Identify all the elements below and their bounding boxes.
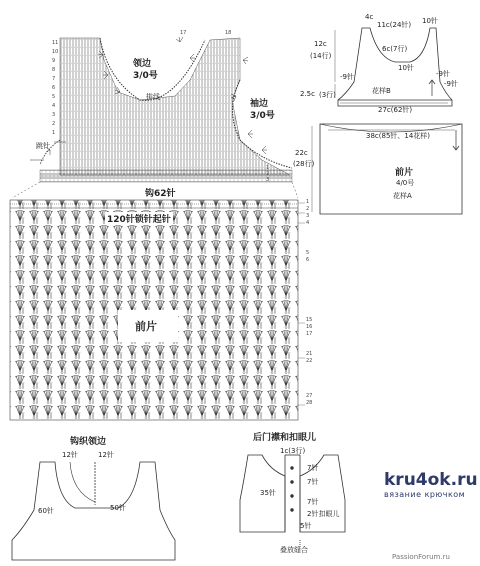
watermark-site: kru4ok.ru — [384, 470, 478, 490]
row-number: 1 — [266, 165, 270, 171]
row-number: 22 — [306, 358, 313, 364]
row-number: 3 — [266, 177, 270, 183]
collar-hook-label: 3/0号 — [133, 71, 158, 81]
buttonhole-label: 2针扣眼儿 — [307, 510, 340, 518]
row-number: 4 — [306, 220, 310, 226]
watermark — [384, 470, 478, 499]
back-placket-title: 后门襟和扣眼儿 — [253, 433, 317, 443]
placket-bottom-label: 叠放缝合 — [280, 546, 308, 554]
main-row-numbers — [306, 199, 312, 407]
row-number: 28 — [306, 400, 313, 406]
row-label: 排线 — [146, 93, 160, 101]
watermark-subtitle: вязание крючком — [384, 490, 466, 499]
placket-top-dim: 1c(3行) — [280, 447, 306, 455]
row-number: 16 — [306, 324, 313, 330]
placket-sts: 5针 — [300, 522, 312, 530]
row-number: 3 — [306, 213, 310, 219]
dim-yoke-rows: (14行) — [310, 52, 332, 60]
dim-neck-width: 11c(24针) — [377, 21, 412, 29]
row-number: 6 — [306, 257, 310, 263]
row-number: 2 — [52, 121, 56, 127]
row-number: 21 — [306, 351, 313, 357]
schematic-hook-label: 4/0号 — [396, 179, 415, 187]
dim-neck-cm: 4c — [365, 13, 374, 21]
armhole-label: 袖边 — [250, 99, 269, 109]
dim-band: 2.5c — [300, 90, 315, 98]
front-panel-label: 前片 — [135, 320, 157, 333]
collar-right-count: 50针 — [110, 504, 126, 512]
placket-side-sts: 35针 — [260, 489, 276, 497]
row-number: 27 — [306, 393, 313, 399]
schematic — [312, 28, 462, 214]
collar-label: 领边 — [133, 59, 152, 69]
row-number: 10 — [52, 49, 59, 55]
dim-yoke-width: 27c(62针) — [378, 106, 413, 114]
collar-left-sts: 12针 — [62, 451, 78, 459]
row-number: 17 — [306, 331, 313, 337]
dim-shoulder-sts: 10针 — [398, 64, 414, 72]
back-placket-diagram — [240, 455, 345, 548]
collar-left-count: 60针 — [38, 507, 54, 515]
row-number: 3 — [52, 112, 56, 118]
start-chain-label: 120针锁针起针 — [105, 212, 173, 225]
watermark-forum: PassionForum.ru — [392, 553, 450, 561]
chain-62-label: 钩62针 — [145, 189, 176, 199]
dim-yoke-height: 12c — [314, 40, 327, 48]
schematic-yoke — [338, 28, 452, 106]
row-number: 2 — [306, 206, 310, 212]
dim-arm-dec: -9针 — [444, 80, 458, 88]
row-number: 8 — [52, 67, 56, 73]
placket-sts: 7针 — [307, 498, 319, 506]
row-number: 18 — [225, 30, 232, 36]
row-number: 11 — [52, 40, 59, 46]
dim-body-rows: (28行) — [293, 160, 315, 168]
jump-needle-label: 跳针 — [36, 142, 50, 150]
row-number: 9 — [52, 58, 56, 64]
placket-sts: 7针 — [307, 464, 319, 472]
row-number: 1 — [52, 130, 56, 136]
dim-shoulder: 6c(7行) — [382, 45, 408, 53]
collar-right-sts: 12针 — [98, 451, 114, 459]
row-number: 17 — [180, 30, 187, 36]
collar-edge-diagram — [12, 462, 175, 560]
placket-sts: 7针 — [307, 478, 319, 486]
yoke-left-row-numbers — [52, 40, 62, 139]
dim-body-width: 38c(85针、14花样) — [366, 132, 431, 140]
dim-band-rows: (3行) — [319, 91, 336, 99]
row-number: 2 — [266, 171, 270, 177]
row-number: 4 — [52, 103, 56, 109]
main-chart — [10, 200, 305, 420]
schematic-front-label: 前片 — [395, 168, 414, 178]
dim-arm-dec: -9针 — [436, 70, 450, 78]
dim-arm-dec: -9针 — [340, 73, 354, 81]
row-number: 15 — [306, 317, 313, 323]
dim-neck-sts: 10针 — [422, 17, 438, 25]
pattern-b-label: 花样B — [372, 87, 391, 95]
yoke-right-row-numbers — [266, 165, 269, 183]
collar-edge-title: 钩织领边 — [70, 437, 107, 447]
row-number: 5 — [52, 94, 56, 100]
row-number: 7 — [52, 76, 56, 82]
row-number: 1 — [306, 199, 310, 205]
row-number: 6 — [52, 85, 56, 91]
row-number: 5 — [306, 250, 310, 256]
pattern-a-label: 花样A — [393, 192, 412, 200]
dim-body-length: 22c — [295, 149, 308, 157]
armhole-hook-label: 3/0号 — [250, 111, 275, 121]
